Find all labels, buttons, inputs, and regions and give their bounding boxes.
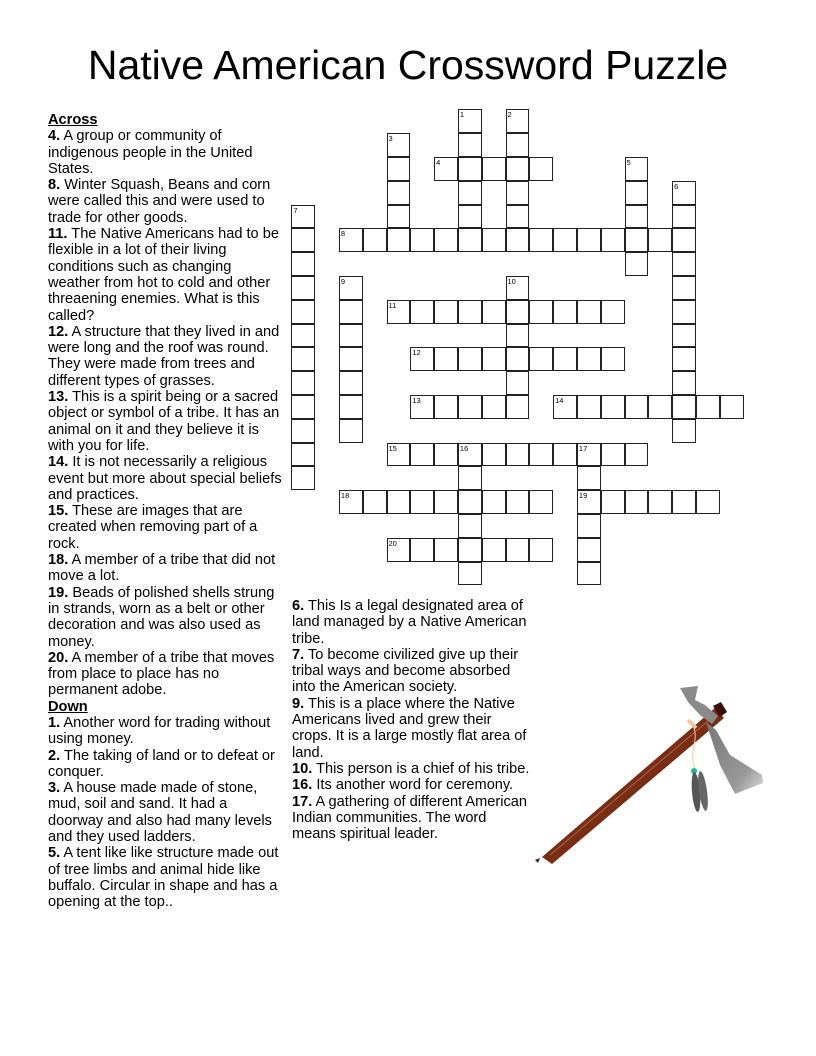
grid-cell[interactable] bbox=[672, 181, 696, 205]
grid-cell[interactable] bbox=[482, 300, 506, 324]
clue-across-4 bbox=[48, 128, 284, 177]
clue-text: A structure that they lived in and were long and the roof was round. They were made from trees and different types of grasses. bbox=[48, 323, 280, 389]
grid-cell[interactable] bbox=[410, 228, 434, 252]
cell-number: 8 bbox=[340, 229, 346, 239]
cell-number: 7 bbox=[293, 205, 298, 215]
clue-number: 19. bbox=[48, 584, 69, 601]
grid-cell[interactable] bbox=[577, 490, 601, 514]
cell-number: 10 bbox=[507, 276, 516, 286]
clue-text: Its another word for ceremony. bbox=[316, 777, 514, 794]
grid-cell[interactable] bbox=[506, 371, 530, 395]
grid-cell[interactable] bbox=[720, 395, 744, 419]
grid-cell[interactable] bbox=[577, 466, 601, 490]
cell-number: 17 bbox=[578, 443, 588, 453]
grid-cell[interactable] bbox=[506, 347, 530, 371]
grid-cell[interactable] bbox=[601, 490, 625, 514]
grid-cell[interactable] bbox=[339, 324, 363, 348]
grid-cell[interactable] bbox=[529, 490, 553, 514]
grid-cell[interactable] bbox=[601, 443, 625, 467]
grid-cell[interactable] bbox=[577, 514, 601, 538]
clue-across-11 bbox=[48, 226, 284, 324]
grid-cell[interactable] bbox=[387, 205, 411, 229]
grid-cell[interactable] bbox=[458, 109, 482, 133]
grid-cell[interactable] bbox=[506, 228, 530, 252]
clue-text: It is not necessarily a religious event but more about special beliefs and practices. bbox=[48, 454, 282, 503]
clue-number: 5. bbox=[48, 845, 61, 862]
grid-cell[interactable] bbox=[434, 538, 458, 562]
clue-down-6 bbox=[292, 598, 532, 647]
cell-number: 19 bbox=[578, 491, 588, 501]
grid-cell[interactable] bbox=[577, 347, 601, 371]
clue-down-1 bbox=[48, 715, 284, 748]
grid-cell[interactable] bbox=[387, 538, 411, 562]
grid-cell[interactable] bbox=[339, 490, 363, 514]
clue-number: 4. bbox=[48, 128, 61, 145]
clue-number: 6. bbox=[292, 598, 305, 614]
grid-cell[interactable] bbox=[458, 133, 482, 157]
clue-number: 17. bbox=[292, 793, 313, 810]
clue-text: A house made made of stone, mud, soil and sand. It had a doorway and also had many levels and they used ladders. bbox=[48, 780, 272, 846]
grid-cell[interactable] bbox=[482, 395, 506, 419]
clue-number: 13. bbox=[48, 389, 69, 406]
grid-cell[interactable] bbox=[339, 371, 363, 395]
grid-cell[interactable] bbox=[553, 443, 577, 467]
clue-number: 2. bbox=[48, 747, 61, 764]
grid-cell[interactable] bbox=[672, 205, 696, 229]
grid-cell[interactable] bbox=[625, 395, 649, 419]
grid-cell[interactable] bbox=[601, 228, 625, 252]
cell-number: 2 bbox=[507, 110, 512, 120]
clue-text: To become civilized give up their tribal ways and become absorbed into the American society. bbox=[292, 646, 519, 696]
grid-cell[interactable] bbox=[291, 205, 315, 229]
across-heading: Across bbox=[48, 112, 98, 128]
grid-cell[interactable] bbox=[672, 371, 696, 395]
clue-number: 15. bbox=[48, 503, 69, 520]
grid-cell[interactable] bbox=[577, 395, 601, 419]
clue-text: This is a spirit being or a sacred object or symbol of a tribe. It has an animal on it and they believe it is with you for life. bbox=[48, 389, 280, 454]
clue-down-17 bbox=[292, 794, 532, 843]
clue-number: 14. bbox=[48, 454, 69, 471]
grid-cell[interactable] bbox=[410, 538, 434, 562]
clue-down-5 bbox=[48, 845, 284, 910]
grid-cell[interactable] bbox=[506, 157, 530, 181]
grid-cell[interactable] bbox=[696, 490, 720, 514]
grid-cell[interactable] bbox=[672, 395, 696, 419]
grid-cell[interactable] bbox=[291, 300, 315, 324]
grid-cell[interactable] bbox=[458, 157, 482, 181]
clue-text: Another word for trading without using money. bbox=[48, 714, 271, 748]
grid-cell[interactable] bbox=[506, 324, 530, 348]
grid-cell[interactable] bbox=[601, 395, 625, 419]
grid-cell[interactable] bbox=[458, 562, 482, 586]
grid-cell[interactable] bbox=[482, 157, 506, 181]
grid-cell[interactable] bbox=[577, 538, 601, 562]
grid-cell[interactable] bbox=[482, 538, 506, 562]
clue-text: Beads of polished shells strung in strands, worn as a belt or other decoration and was also used as money. bbox=[48, 584, 275, 650]
grid-cell[interactable] bbox=[434, 490, 458, 514]
clue-list-left bbox=[48, 112, 284, 911]
clue-across-12 bbox=[48, 324, 284, 389]
grid-cell[interactable] bbox=[601, 347, 625, 371]
grid-cell[interactable] bbox=[410, 490, 434, 514]
clue-across-13 bbox=[48, 389, 284, 454]
grid-cell[interactable] bbox=[458, 228, 482, 252]
grid-cell[interactable] bbox=[458, 514, 482, 538]
grid-cell[interactable] bbox=[458, 205, 482, 229]
down-heading: Down bbox=[48, 698, 88, 715]
grid-cell[interactable] bbox=[458, 538, 482, 562]
clue-across-18 bbox=[48, 552, 284, 585]
cell-number: 3 bbox=[388, 134, 393, 144]
grid-cell[interactable] bbox=[363, 228, 387, 252]
grid-cell[interactable] bbox=[387, 181, 411, 205]
cell-number: 6 bbox=[674, 181, 679, 191]
clue-text: These are images that are created when removing part of a rock. bbox=[48, 503, 258, 552]
grid-cell[interactable] bbox=[291, 371, 315, 395]
grid-cell[interactable] bbox=[434, 228, 458, 252]
grid-cell[interactable] bbox=[648, 395, 672, 419]
grid-cell[interactable] bbox=[672, 252, 696, 276]
clue-down-16 bbox=[292, 777, 532, 793]
down-clues bbox=[48, 715, 284, 911]
grid-cell[interactable] bbox=[458, 181, 482, 205]
clue-number: 11. bbox=[48, 226, 68, 243]
clue-text: The Native Americans had to be flexible in a lot of their living conditions such as changing weather from hot to cold and other threaening enemies. What is this called? bbox=[48, 226, 279, 324]
grid-cell[interactable] bbox=[672, 300, 696, 324]
grid-cell[interactable] bbox=[553, 228, 577, 252]
grid-cell[interactable] bbox=[696, 395, 720, 419]
grid-cell[interactable] bbox=[577, 228, 601, 252]
grid-cell[interactable] bbox=[648, 228, 672, 252]
grid-cell[interactable] bbox=[458, 443, 482, 467]
grid-cell[interactable] bbox=[506, 276, 530, 300]
clue-across-15 bbox=[48, 503, 284, 552]
clue-number: 12. bbox=[48, 323, 69, 340]
grid-cell[interactable] bbox=[577, 562, 601, 586]
grid-cell[interactable] bbox=[387, 443, 411, 467]
grid-cell[interactable] bbox=[577, 443, 601, 467]
grid-cell[interactable] bbox=[625, 181, 649, 205]
clue-number: 18. bbox=[48, 552, 69, 569]
grid-cell[interactable] bbox=[387, 133, 411, 157]
clue-across-8 bbox=[48, 177, 284, 226]
grid-cell[interactable] bbox=[458, 347, 482, 371]
clue-text: A member of a tribe that moves from place to place has no permanent adobe. bbox=[48, 649, 275, 699]
grid-cell[interactable] bbox=[482, 228, 506, 252]
cell-number: 18 bbox=[340, 491, 350, 501]
grid-cell[interactable] bbox=[434, 395, 458, 419]
grid-cell[interactable] bbox=[648, 490, 672, 514]
grid-cell[interactable] bbox=[529, 228, 553, 252]
grid-cell[interactable] bbox=[625, 443, 649, 467]
grid-cell[interactable] bbox=[577, 300, 601, 324]
clue-text: A group or community of indigenous people in the United States. bbox=[48, 128, 253, 177]
grid-cell[interactable] bbox=[410, 443, 434, 467]
grid-cell[interactable] bbox=[482, 443, 506, 467]
grid-cell[interactable] bbox=[458, 466, 482, 490]
clue-number: 16. bbox=[292, 777, 313, 794]
grid-cell[interactable] bbox=[529, 300, 553, 324]
cell-number: 9 bbox=[340, 276, 346, 286]
clue-number: 10. bbox=[292, 760, 313, 777]
grid-cell[interactable] bbox=[339, 300, 363, 324]
clue-text: This person is a chief of his tribe. bbox=[316, 760, 530, 777]
clue-down-3 bbox=[48, 780, 284, 845]
clue-text: This is a place where the Native Americans lived and grew their crops. It is a large mostly flat area of land. bbox=[292, 695, 527, 761]
grid-cell[interactable] bbox=[434, 300, 458, 324]
grid-cell[interactable] bbox=[506, 181, 530, 205]
grid-cell[interactable] bbox=[291, 324, 315, 348]
grid-cell[interactable] bbox=[458, 300, 482, 324]
grid-cell[interactable] bbox=[410, 395, 434, 419]
tomahawk-illustration bbox=[530, 680, 770, 870]
grid-cell[interactable] bbox=[363, 490, 387, 514]
grid-cell[interactable] bbox=[434, 443, 458, 467]
clue-text: The taking of land or to defeat or conquer. bbox=[48, 747, 275, 780]
down-clues-continued bbox=[292, 598, 532, 842]
grid-cell[interactable] bbox=[529, 157, 553, 181]
clue-down-2 bbox=[48, 748, 284, 781]
clue-text: A tent like like structure made out of tree limbs and animal hide like buffalo. Circular in shape and has a opening at the top.. bbox=[48, 845, 279, 911]
grid-cell[interactable] bbox=[529, 347, 553, 371]
clue-number: 9. bbox=[292, 695, 305, 712]
clue-across-20 bbox=[48, 650, 284, 699]
grid-cell[interactable] bbox=[339, 228, 363, 252]
cell-number: 12 bbox=[412, 348, 421, 358]
cell-number: 1 bbox=[459, 110, 465, 120]
grid-cell[interactable] bbox=[458, 395, 482, 419]
cell-number: 11 bbox=[388, 300, 397, 310]
grid-cell[interactable] bbox=[387, 228, 411, 252]
clue-down-7 bbox=[292, 647, 532, 696]
grid-cell[interactable] bbox=[339, 395, 363, 419]
clue-across-14 bbox=[48, 454, 284, 503]
grid-cell[interactable] bbox=[553, 300, 577, 324]
grid-cell[interactable] bbox=[672, 490, 696, 514]
grid-cell[interactable] bbox=[553, 347, 577, 371]
grid-cell[interactable] bbox=[410, 347, 434, 371]
clue-down-9 bbox=[292, 696, 532, 761]
grid-cell[interactable] bbox=[506, 538, 530, 562]
grid-cell[interactable] bbox=[434, 347, 458, 371]
clue-number: 7. bbox=[292, 646, 305, 663]
cell-number: 14 bbox=[555, 395, 564, 405]
grid-cell[interactable] bbox=[387, 490, 411, 514]
cell-number: 16 bbox=[459, 443, 469, 453]
grid-cell[interactable] bbox=[672, 347, 696, 371]
grid-cell[interactable] bbox=[291, 395, 315, 419]
grid-cell[interactable] bbox=[339, 347, 363, 371]
grid-cell[interactable] bbox=[672, 324, 696, 348]
grid-cell[interactable] bbox=[291, 347, 315, 371]
page-title: Native American Crossword Puzzle bbox=[87, 42, 729, 88]
cell-number: 4 bbox=[436, 157, 441, 167]
grid-cell[interactable] bbox=[387, 300, 411, 324]
clue-number: 3. bbox=[48, 780, 61, 797]
grid-cell[interactable] bbox=[291, 252, 315, 276]
clue-number: 20. bbox=[48, 649, 69, 666]
cell-number: 15 bbox=[388, 443, 397, 453]
grid-cell[interactable] bbox=[291, 228, 315, 252]
grid-cell[interactable] bbox=[506, 443, 530, 467]
clue-across-19 bbox=[48, 585, 284, 650]
grid-cell[interactable] bbox=[339, 419, 363, 443]
grid-cell[interactable] bbox=[410, 300, 434, 324]
clue-number: 8. bbox=[48, 177, 61, 194]
grid-cell[interactable] bbox=[291, 276, 315, 300]
cell-number: 5 bbox=[626, 157, 631, 167]
grid-cell[interactable] bbox=[291, 466, 315, 490]
clue-number: 1. bbox=[48, 714, 61, 731]
clue-text: A member of a tribe that did not move a lot. bbox=[48, 552, 276, 585]
grid-cell[interactable] bbox=[434, 157, 458, 181]
grid-cell[interactable] bbox=[291, 443, 315, 467]
grid-cell[interactable] bbox=[625, 490, 649, 514]
grid-cell[interactable] bbox=[672, 228, 696, 252]
cell-number: 20 bbox=[388, 538, 397, 548]
grid-cell[interactable] bbox=[553, 395, 577, 419]
grid-cell[interactable] bbox=[625, 157, 649, 181]
clue-down-10 bbox=[292, 761, 532, 777]
grid-cell[interactable] bbox=[625, 228, 649, 252]
clue-list-right bbox=[292, 598, 532, 842]
grid-cell[interactable] bbox=[601, 300, 625, 324]
grid-cell[interactable] bbox=[506, 300, 530, 324]
grid-cell[interactable] bbox=[625, 252, 649, 276]
grid-cell[interactable] bbox=[458, 490, 482, 514]
cell-number: 13 bbox=[412, 395, 421, 405]
grid-cell[interactable] bbox=[482, 490, 506, 514]
clue-text: A gathering of different American Indian communities. The word means spiritual leader. bbox=[292, 793, 528, 843]
grid-cell[interactable] bbox=[482, 347, 506, 371]
grid-cell[interactable] bbox=[529, 538, 553, 562]
grid-cell[interactable] bbox=[672, 276, 696, 300]
grid-cell[interactable] bbox=[387, 157, 411, 181]
grid-cell[interactable] bbox=[506, 133, 530, 157]
grid-cell[interactable] bbox=[506, 490, 530, 514]
grid-cell[interactable] bbox=[291, 419, 315, 443]
grid-cell[interactable] bbox=[506, 109, 530, 133]
clue-text: This Is a legal designated area of land managed by a Native American tribe. bbox=[292, 598, 527, 647]
clue-text: Winter Squash, Beans and corn were called this and were used to trade for other goods. bbox=[48, 177, 271, 226]
grid-cell[interactable] bbox=[672, 419, 696, 443]
across-clues bbox=[48, 128, 284, 698]
grid-cell[interactable] bbox=[339, 276, 363, 300]
grid-cell[interactable] bbox=[506, 205, 530, 229]
grid-cell[interactable] bbox=[506, 395, 530, 419]
grid-cell[interactable] bbox=[625, 205, 649, 229]
grid-cell[interactable] bbox=[529, 443, 553, 467]
